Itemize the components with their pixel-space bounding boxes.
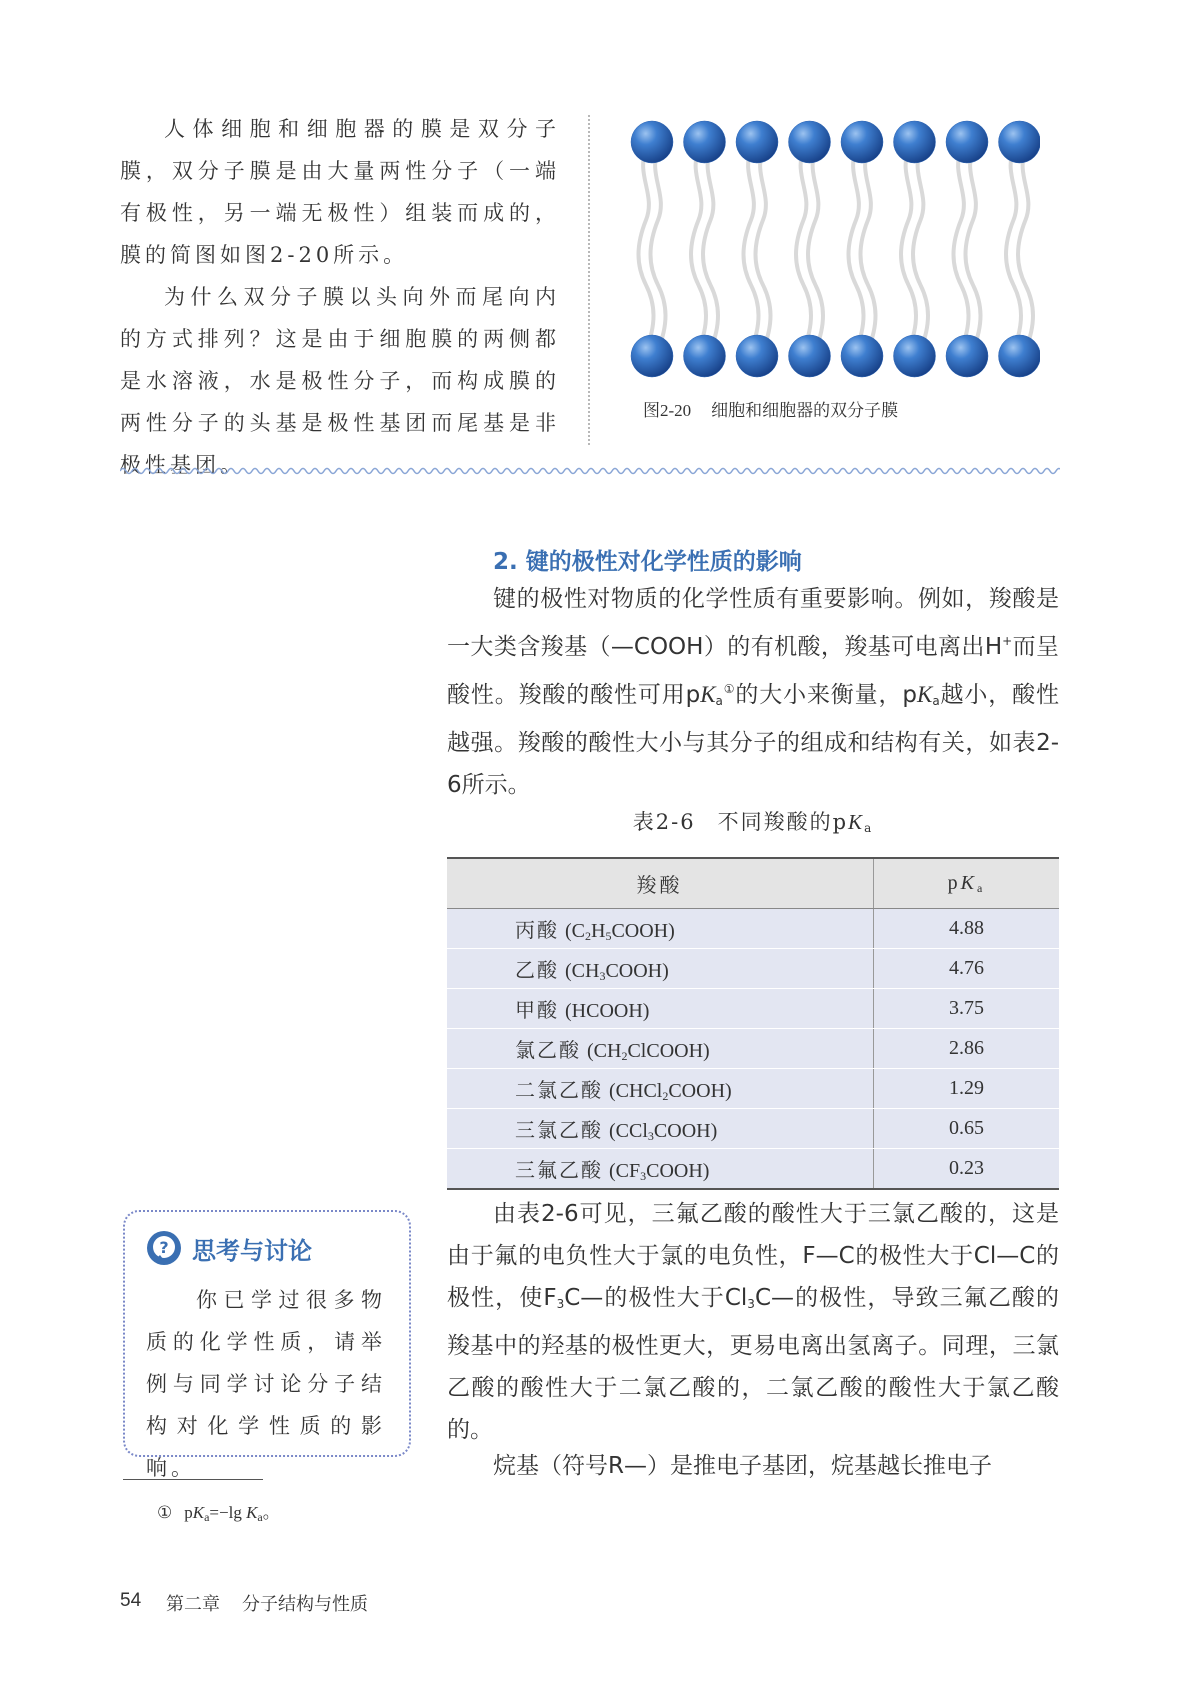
formula-text: (CH bbox=[565, 959, 600, 982]
symbol-K: K bbox=[192, 1503, 205, 1522]
acid-name: 甲酸 bbox=[515, 1000, 559, 1022]
formula-subscript: 2 bbox=[662, 1088, 669, 1103]
symbol-K: K bbox=[848, 810, 865, 834]
formula-text: (HCOOH) bbox=[565, 1000, 650, 1022]
section-number: 2. bbox=[493, 549, 518, 575]
table-row bbox=[447, 1029, 1059, 1069]
subscript: a bbox=[977, 880, 986, 895]
acid-name: 丙酸 bbox=[515, 919, 559, 942]
header-acid: 羧酸 bbox=[447, 858, 874, 909]
subscript: a bbox=[204, 1510, 210, 1524]
subscript: a bbox=[932, 694, 940, 708]
formula-subscript: 3 bbox=[640, 1168, 647, 1183]
discussion-icon bbox=[146, 1230, 182, 1266]
lipid-head bbox=[631, 121, 673, 163]
section-title-text: 键的极性对化学性质的影响 bbox=[525, 549, 802, 575]
text-run: 的大小来衡量，p bbox=[735, 682, 917, 708]
lipid-head bbox=[894, 335, 936, 377]
pka-value: 4.76 bbox=[874, 949, 1060, 989]
formula-text: H bbox=[591, 919, 606, 942]
footnote-ref[interactable]: ① bbox=[722, 682, 736, 696]
chapter-number: 第二章 bbox=[166, 1594, 220, 1615]
think-discuss-title: 思考与讨论 bbox=[192, 1236, 312, 1265]
think-discuss-header bbox=[146, 1228, 312, 1268]
intro-paragraph-1: 人体细胞和细胞器的膜是双分子膜，双分子膜是由大量两性分子（一端有极性，另一端无极性）组装而成的，膜的简图如图2-20所示。 bbox=[120, 117, 560, 267]
paragraph-text bbox=[447, 1193, 1059, 1451]
formula-subscript: 2 bbox=[585, 928, 591, 943]
footnote-mark: ① bbox=[157, 1503, 173, 1522]
formula-text: (CHCl bbox=[609, 1079, 663, 1102]
superscript: + bbox=[1002, 634, 1013, 648]
formula-subscript: 3 bbox=[599, 968, 606, 983]
pka-table bbox=[447, 857, 1059, 1190]
paragraph-text: 烷基（符号R—）是推电子基团，烷基越长推电子 bbox=[493, 1453, 992, 1479]
section-wave-divider bbox=[120, 465, 1060, 477]
table-row bbox=[447, 949, 1059, 989]
formula-text: (CF bbox=[609, 1159, 641, 1182]
formula-text: COOH) bbox=[611, 919, 675, 942]
paragraph-bond-polarity bbox=[447, 578, 1059, 806]
pka-value: 2.86 bbox=[874, 1029, 1060, 1069]
lipid-head bbox=[789, 335, 831, 377]
formula-text: COOH) bbox=[668, 1079, 732, 1102]
section-title bbox=[493, 543, 802, 576]
subscript: 3 bbox=[747, 1297, 755, 1311]
lipid-head bbox=[684, 335, 726, 377]
figure-caption bbox=[643, 396, 918, 421]
pka-value: 0.23 bbox=[874, 1149, 1060, 1190]
table-row bbox=[447, 1069, 1059, 1109]
paragraph-table-analysis bbox=[447, 1193, 1059, 1451]
table-number: 表2-6 bbox=[632, 810, 696, 834]
text-run: C—的极性，导致三氟乙酸的羧基中的羟基的极性更大，更易电离出氢离子。同理，三氯乙酸的酸性大于二氯乙酸的，二氯乙酸的酸性大于氯乙酸的。 bbox=[447, 1285, 1059, 1443]
symbol-K: K bbox=[700, 682, 716, 707]
lipid-head bbox=[894, 121, 936, 163]
think-discuss-body bbox=[146, 1279, 386, 1489]
lipid-head bbox=[841, 121, 883, 163]
formula-text: (C bbox=[565, 919, 585, 942]
symbol-K: K bbox=[960, 871, 977, 894]
think-discuss-text: 你已学过很多物质的化学性质，请举例与同学讨论分子结构对化学性质的影响。 bbox=[146, 1288, 386, 1480]
subscript: 3 bbox=[556, 1297, 565, 1311]
acid-name-cell bbox=[447, 949, 874, 989]
table-row bbox=[447, 1109, 1059, 1149]
table-row bbox=[447, 1149, 1059, 1190]
text-run: 越小，酸性越强。羧酸的酸性大小与其分子的组成和结构有关，如表2-6所示。 bbox=[447, 682, 1059, 798]
symbol-K: K bbox=[246, 1503, 258, 1522]
text-run: 由表2-6可见，三氟乙酸的酸性大于三氯乙酸的，这是由于氟的电负性大于氯的电负性，F—C的极性大于Cl—C的极性，使F bbox=[447, 1201, 1059, 1311]
formula-text: COOH) bbox=[605, 959, 669, 982]
lipid-head bbox=[946, 121, 988, 163]
figure-caption-text: 细胞和细胞器的双分子膜 bbox=[711, 401, 899, 420]
bilayer-membrane-figure bbox=[630, 120, 1040, 380]
text-run: =−lg bbox=[209, 1503, 247, 1522]
lipid-head bbox=[841, 335, 883, 377]
subscript: a bbox=[715, 694, 723, 708]
text-run: p bbox=[184, 1503, 193, 1522]
formula-text: (CCl bbox=[609, 1119, 648, 1142]
footnote bbox=[157, 1498, 280, 1525]
table-title: 不同羧酸的p bbox=[717, 810, 849, 834]
formula-subscript: 3 bbox=[647, 1128, 654, 1143]
subscript: a bbox=[864, 821, 874, 835]
acid-name: 氯乙酸 bbox=[515, 1039, 581, 1062]
acid-name-cell bbox=[447, 1029, 874, 1069]
table-row bbox=[447, 989, 1059, 1029]
table-row bbox=[447, 909, 1059, 949]
text-run: C—的极性大于Cl bbox=[564, 1285, 748, 1311]
table-header-row bbox=[447, 858, 1059, 909]
formula-subscript: 5 bbox=[605, 928, 612, 943]
column-divider bbox=[588, 115, 590, 445]
chapter-title bbox=[166, 1590, 390, 1616]
intro-paragraph-2: 为什么双分子膜以头向外而尾向内的方式排列？这是由于细胞膜的两侧都是水溶液，水是极性分子，而构成膜的两性分子的头基是极性基团而尾基是非极性基团。 bbox=[120, 285, 560, 477]
lipid-head bbox=[631, 335, 673, 377]
figure-number: 图2-20 bbox=[643, 401, 692, 420]
formula-text: COOH) bbox=[646, 1159, 710, 1182]
lipid-head bbox=[736, 335, 778, 377]
lipid-head bbox=[789, 121, 831, 163]
intro-text bbox=[120, 108, 560, 486]
acid-name: 二氯乙酸 bbox=[515, 1079, 603, 1102]
footnote-rule bbox=[123, 1479, 263, 1480]
chapter-name: 分子结构与性质 bbox=[242, 1594, 368, 1615]
acid-name: 乙酸 bbox=[515, 959, 559, 982]
pka-value: 0.65 bbox=[874, 1109, 1060, 1149]
subscript: a bbox=[257, 1510, 263, 1524]
text-run: p bbox=[947, 871, 961, 894]
acid-name-cell bbox=[447, 1109, 874, 1149]
lipid-head bbox=[946, 335, 988, 377]
pka-value: 4.88 bbox=[874, 909, 1060, 949]
lipid-head bbox=[999, 121, 1041, 163]
page-number: 54 bbox=[120, 1590, 142, 1611]
acid-name: 三氯乙酸 bbox=[515, 1119, 603, 1142]
text-run: 键的极性对物质的化学性质有重要影响。例如，羧酸是一大类含羧基（—COOH）的有机酸，羧基可电离出H bbox=[447, 586, 1059, 660]
svg-text:?: ? bbox=[159, 1238, 169, 1257]
lipid-head bbox=[736, 121, 778, 163]
acid-name-cell bbox=[447, 1149, 874, 1190]
lipid-head bbox=[684, 121, 726, 163]
acid-name-cell bbox=[447, 1069, 874, 1109]
paragraph-alkyl bbox=[447, 1445, 1059, 1487]
symbol-K: K bbox=[917, 682, 933, 707]
header-pka bbox=[874, 858, 1060, 909]
pka-value: 1.29 bbox=[874, 1069, 1060, 1109]
pka-value: 3.75 bbox=[874, 989, 1060, 1029]
acid-name-cell bbox=[447, 989, 874, 1029]
formula-text: COOH) bbox=[653, 1119, 718, 1142]
formula-text: ClCOOH) bbox=[627, 1039, 710, 1062]
paragraph-text bbox=[447, 578, 1059, 806]
lipid-head bbox=[999, 335, 1041, 377]
formula-subscript: 2 bbox=[621, 1048, 628, 1063]
text-run: 而呈酸性。羧酸的酸性可用p bbox=[447, 634, 1059, 708]
acid-name-cell bbox=[447, 909, 874, 949]
table-caption bbox=[447, 806, 1059, 836]
formula-text: (CH bbox=[587, 1039, 622, 1062]
text-run: 。 bbox=[262, 1503, 280, 1522]
acid-name: 三氟乙酸 bbox=[515, 1159, 603, 1182]
